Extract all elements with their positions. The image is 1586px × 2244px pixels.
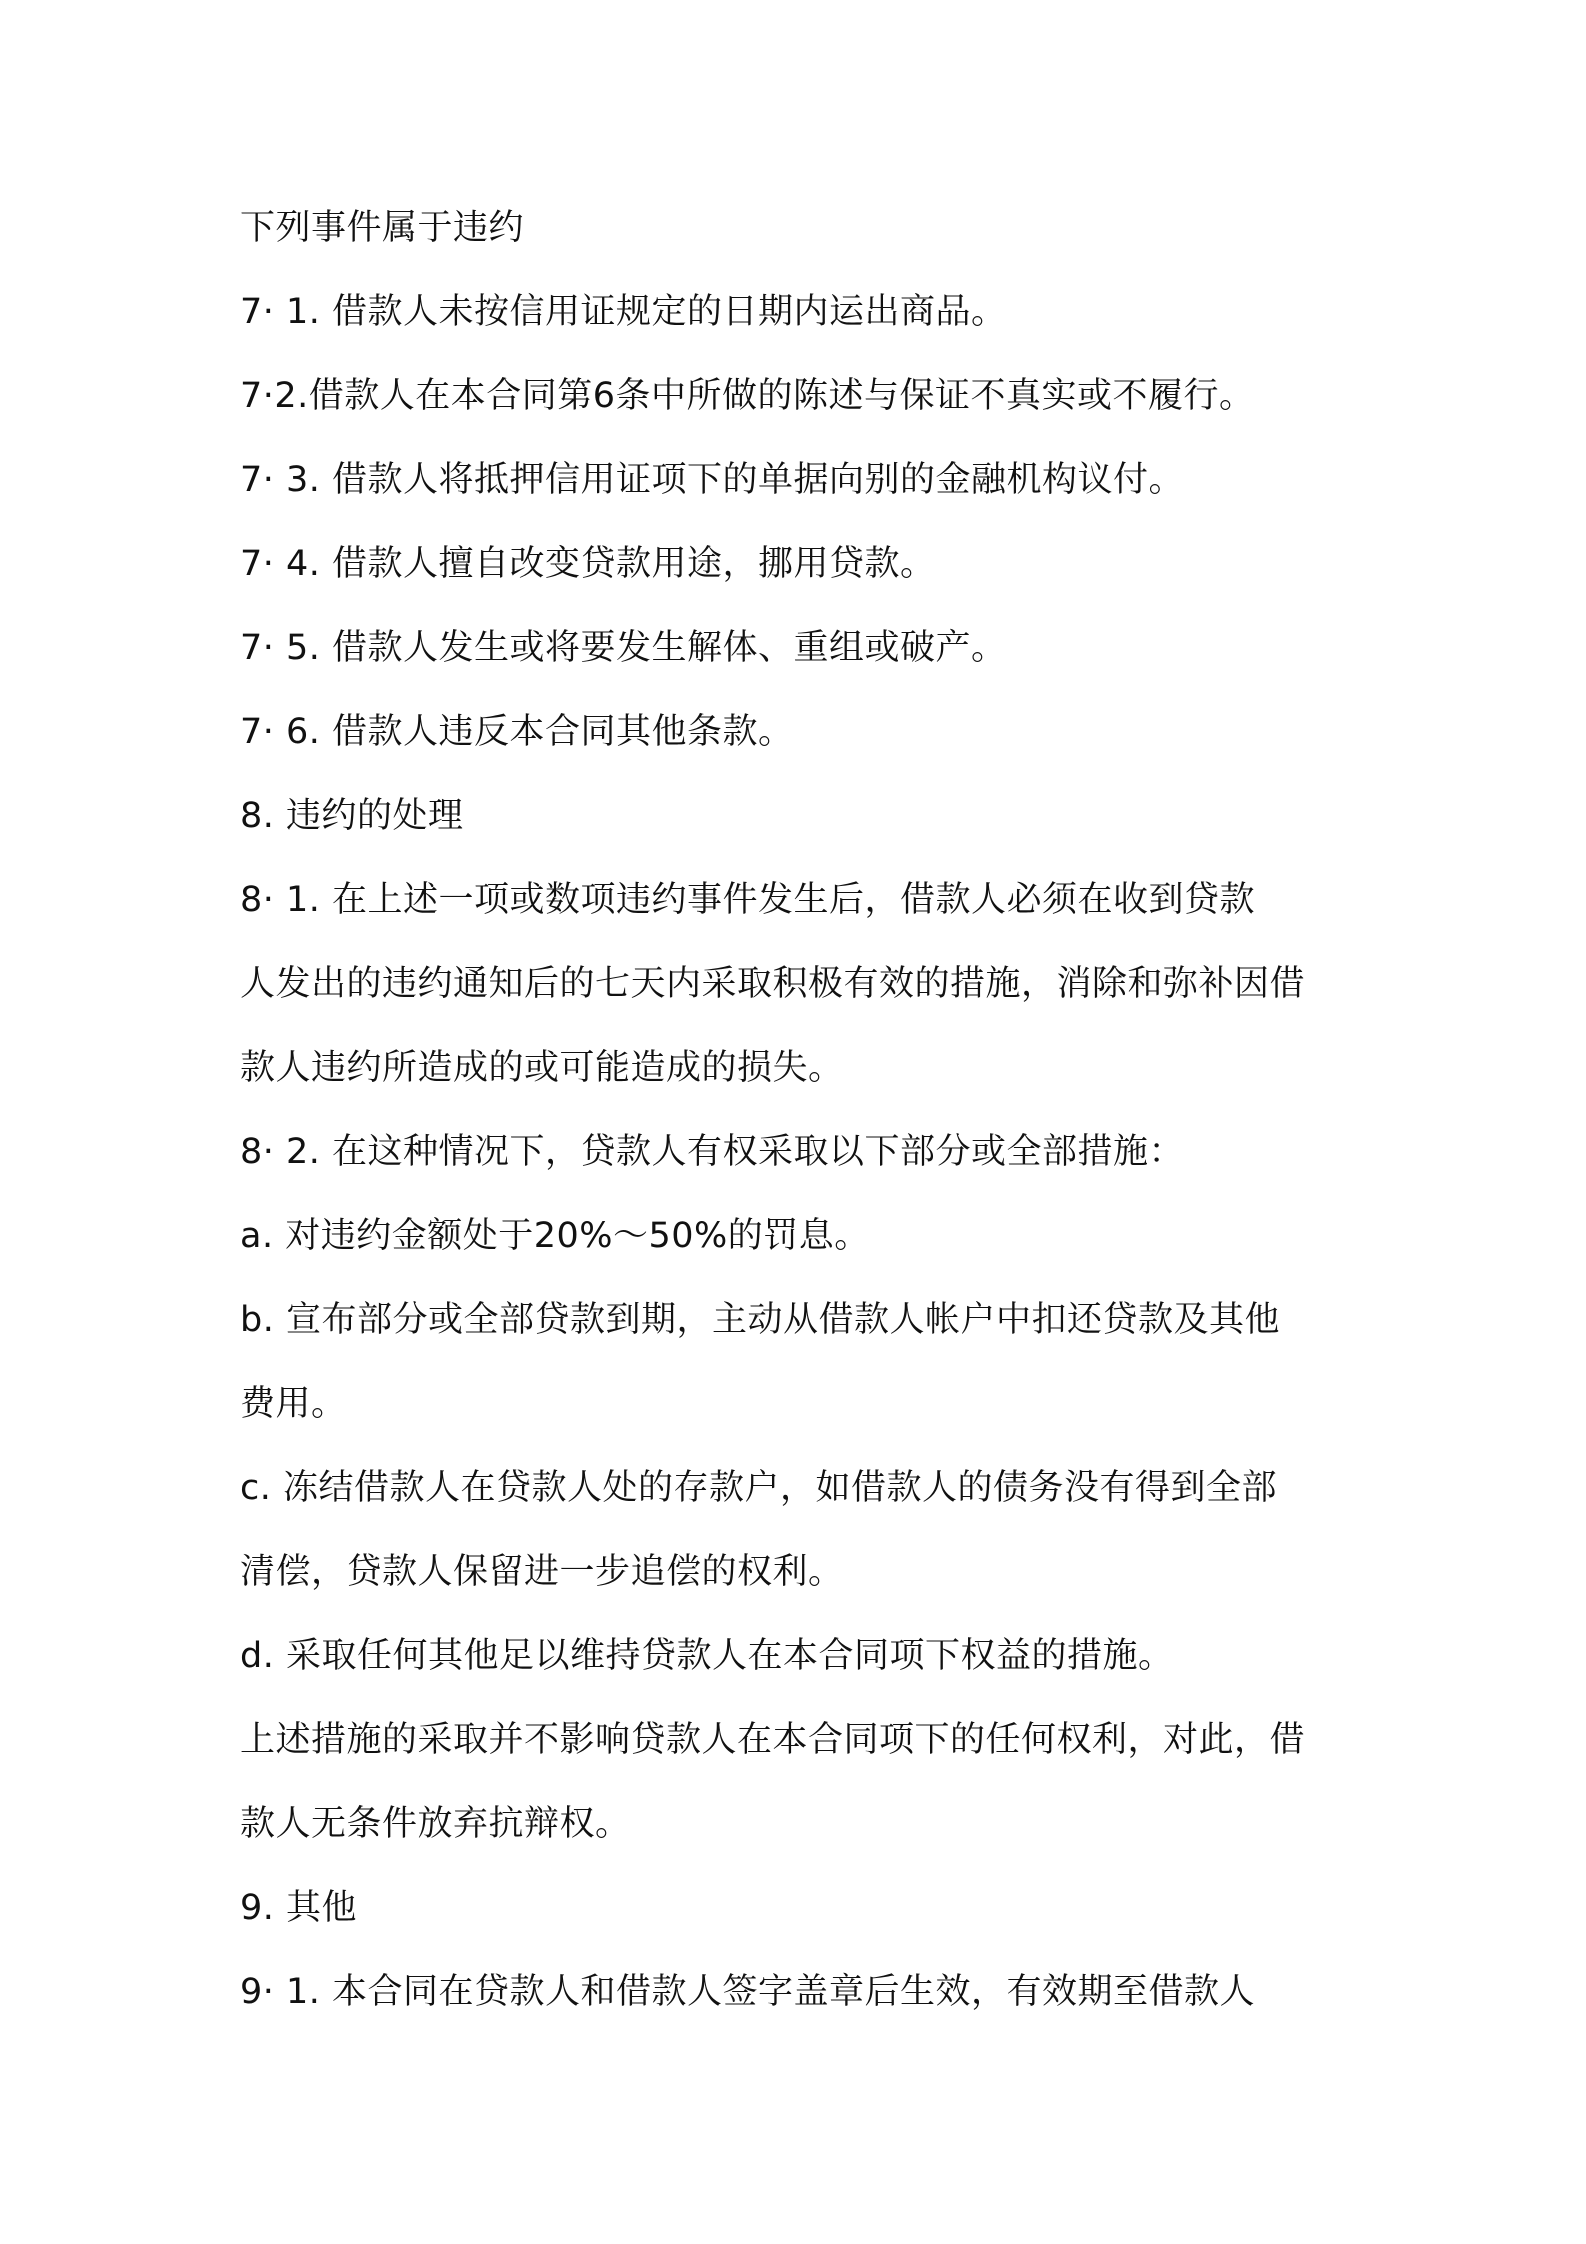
measure-b-line-1: b. 宣布部分或全部贷款到期，主动从借款人帐户中扣还贷款及其他 [240, 1300, 1280, 1340]
clause-9-1: 9· 1. 本合同在贷款人和借款人签字盖章后生效，有效期至借款人 [240, 1972, 1256, 2012]
measures-note-line-1: 上述措施的采取并不影响贷款人在本合同项下的任何权利，对此，借 [240, 1720, 1306, 1760]
clause-7-2: 7·2.借款人在本合同第6条中所做的陈述与保证不真实或不履行。 [240, 376, 1255, 416]
measure-b-line-2: 费用。 [240, 1384, 347, 1424]
measure-d: d. 采取任何其他足以维持贷款人在本合同项下权益的措施。 [240, 1636, 1174, 1676]
clause-8-1-line-1: 8· 1. 在上述一项或数项违约事件发生后，借款人必须在收到贷款 [240, 880, 1256, 920]
section-heading-default-events: 下列事件属于违约 [240, 208, 525, 248]
clause-7-1: 7· 1. 借款人未按信用证规定的日期内运出商品。 [240, 292, 1007, 332]
measures-note-line-2: 款人无条件放弃抗辩权。 [240, 1804, 631, 1844]
clause-7-4: 7· 4. 借款人擅自改变贷款用途，挪用贷款。 [240, 544, 936, 584]
clause-8-1-line-3: 款人违约所造成的或可能造成的损失。 [240, 1048, 844, 1088]
measure-c-line-1: c. 冻结借款人在贷款人处的存款户，如借款人的债务没有得到全部 [240, 1468, 1277, 1508]
clause-7-3: 7· 3. 借款人将抵押信用证项下的单据向别的金融机构议付。 [240, 460, 1185, 500]
section-heading-9: 9. 其他 [240, 1888, 358, 1928]
measure-c-line-2: 清偿，贷款人保留进一步追偿的权利。 [240, 1552, 844, 1592]
section-heading-8: 8. 违约的处理 [240, 796, 464, 836]
clause-8-2: 8· 2. 在这种情况下，贷款人有权采取以下部分或全部措施： [240, 1132, 1185, 1172]
measure-a: a. 对违约金额处于20%～50%的罚息。 [240, 1216, 870, 1256]
clause-7-6: 7· 6. 借款人违反本合同其他条款。 [240, 712, 794, 752]
clause-7-5: 7· 5. 借款人发生或将要发生解体、重组或破产。 [240, 628, 1007, 668]
clause-8-1-line-2: 人发出的违约通知后的七天内采取积极有效的措施，消除和弥补因借 [240, 964, 1306, 1004]
